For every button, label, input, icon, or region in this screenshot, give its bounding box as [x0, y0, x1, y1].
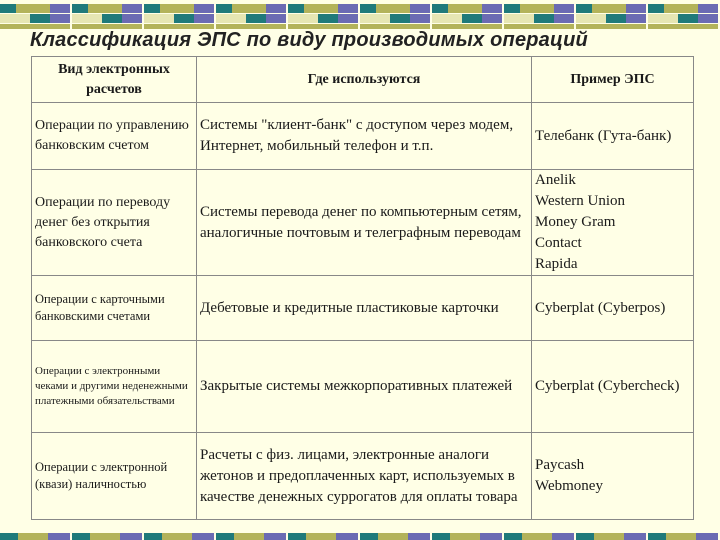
example-line: Webmoney [535, 478, 603, 494]
column-header: Где используются [197, 57, 532, 103]
usage-cell: Дебетовые и кредитные пластиковые карточки [197, 276, 532, 341]
operation-type-cell: Операции по управлению банковским счетом [32, 103, 197, 170]
table-row [32, 341, 694, 433]
operation-type-cell: Операции с электронными чеками и другими неденежными платежными обязательствами [32, 341, 197, 433]
example-line: Contact [535, 235, 582, 251]
table-row [32, 433, 694, 520]
example-line: Paycash [535, 457, 585, 473]
table-header-row [32, 57, 694, 103]
operation-type-cell: Операции по переводу денег без открытия банковского счета [32, 170, 197, 276]
usage-cell: Системы перевода денег по компьютерным сетям, аналогичные почтовым и телеграфным переводам [197, 170, 532, 276]
example-line: Rapida [535, 256, 578, 272]
operation-type-cell: Операции с карточными банковскими счетами [32, 276, 197, 341]
column-header: Вид электронных расчетов [32, 57, 197, 103]
example-cell [532, 170, 694, 276]
eps-classification-table [31, 56, 694, 520]
table-row [32, 170, 694, 276]
example-line: Anelik [535, 172, 576, 188]
example-cell: Cyberplat (Cybercheck) [532, 341, 694, 433]
example-cell: Телебанк (Гута-банк) [532, 103, 694, 170]
example-cell: Cyberplat (Cyberpos) [532, 276, 694, 341]
example-line: Western Union [535, 193, 626, 209]
top-decorative-band [0, 0, 720, 30]
example-cell [532, 433, 694, 520]
example-line: Money Gram [535, 214, 616, 230]
table-row [32, 276, 694, 341]
usage-cell: Расчеты с физ. лицами, электронные аналоги жетонов и предоплаченных карт, используемых в качестве денежных суррогатов для оплаты товара [197, 433, 532, 520]
usage-cell: Закрытые системы межкорпоративных платежей [197, 341, 532, 433]
page-title: Классификация ЭПС по виду производимых операций [30, 29, 588, 51]
bottom-decorative-band [0, 532, 720, 540]
table-row [32, 103, 694, 170]
usage-cell: Системы "клиент-банк" с доступом через модем, Интернет, мобильный телефон и т.п. [197, 103, 532, 170]
operation-type-cell: Операции с электронной (квази) наличностью [32, 433, 197, 520]
column-header: Пример ЭПС [532, 57, 694, 103]
